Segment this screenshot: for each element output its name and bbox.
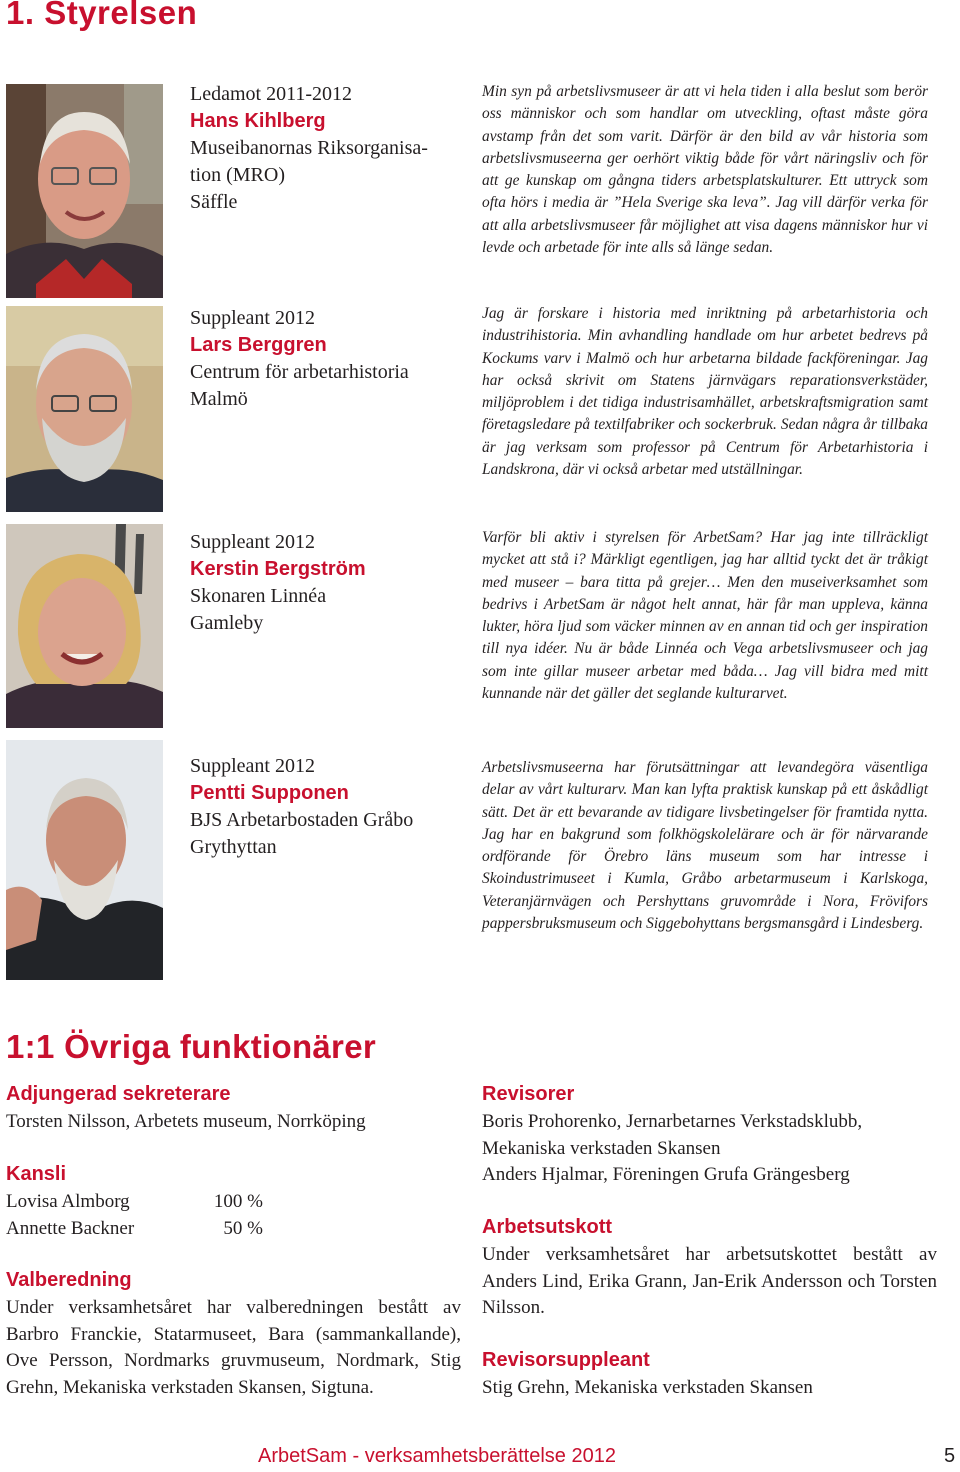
- member-org-line: tion (MRO): [190, 164, 285, 186]
- member-photo-pentti-supponen: [6, 740, 163, 980]
- member-photo-kerstin-bergstrom: [6, 524, 163, 728]
- section-title: 1:1 Övriga funktionärer: [6, 1028, 376, 1065]
- revisorsuppleant-text: Stig Grehn, Mekaniska verkstaden Skansen: [482, 1377, 813, 1398]
- member-name: Pentti Supponen: [190, 782, 349, 804]
- member-photo-lars-berggren: [6, 306, 163, 512]
- member-role: Suppleant 2012: [190, 307, 315, 329]
- member-place: Grythyttan: [190, 836, 277, 858]
- member-role: Suppleant 2012: [190, 755, 315, 777]
- member-name: Lars Berggren: [190, 334, 327, 356]
- revisorer-line: Anders Hjalmar, Föreningen Grufa Grängesberg: [482, 1164, 850, 1185]
- member-quote-kerstin-bergstrom: Varför bli aktiv i styrelsen för ArbetSam? Har jag inte tillräckligt mycket att stå i? Märkligt egentligen, jag har alltid tyckt det är tråkigt med museer – bara titta på grejer… Men den museiverksamhet som bedrivs i ArbetSam är något helt annat, här får man uppleva, känna lukter, höra ljud som väcker minnen av en annan tid och ger inspiration till nya idéer. Nu är både Linnéa och Vega arbetslivsmuseer och jag som inte gillar museer arbetar med båda… Jag vill bidra med mitt kunnande när det gäller det seglande kulturarvet.: [482, 529, 928, 703]
- valberedning-heading: Valberedning: [6, 1269, 132, 1291]
- member-quote-pentti-supponen: Arbetslivsmuseerna har förutsättningar att levandegöra väsentliga delar av vårt kulturarv. Man kan lyfta praktisk kunskap på ett åskådligt sätt. Det är ett bevarande av tidigare livsbetingelser för framtida nytta. Jag har en bakgrund som folkhögskolelärare och är för närvarande ordförande för Örebro läns museum som har intresse i Skoindustrimuseet i Kumla, Gråbo arbetarmuseum i Karlskoga, Veteranjärnvägen och Pershyttans gruvområde i Nora, Frövifors pappersbruksmuseum och Siggebohyttans bergsmansgård i Lindesberg.: [482, 759, 928, 933]
- kansli-row: [6, 1189, 306, 1216]
- revisorer-line: Boris Prohorenko, Jernarbetarnes Verkstadsklubb, Mekaniska verkstaden Skansen: [482, 1111, 863, 1159]
- arbetsutskott-text: Under verksamhetsåret har arbetsutskottet bestått av Anders Lind, Erika Grann, Jan-Erik Andersson och Torsten Nilsson.: [482, 1244, 937, 1318]
- member-role: Suppleant 2012: [190, 531, 315, 553]
- member-info-hans-kihlberg: [190, 81, 462, 216]
- member-info-lars-berggren: [190, 305, 462, 413]
- member-role: Ledamot 2011-2012: [190, 83, 353, 105]
- page-number: 5: [944, 1445, 956, 1467]
- arbetsutskott-heading: Arbetsutskott: [482, 1216, 613, 1238]
- member-name: Kerstin Bergström: [190, 558, 366, 580]
- kansli-list: [6, 1189, 306, 1242]
- adjungerad-text: Torsten Nilsson, Arbetets museum, Norrköping: [6, 1111, 366, 1132]
- page-footer: ArbetSam - verksamhetsberättelse 2012: [258, 1445, 616, 1467]
- kansli-name: Lovisa Almborg: [6, 1191, 130, 1212]
- page-title: 1. Styrelsen: [6, 0, 198, 31]
- member-org-line: Museibanornas Riksorganisa-: [190, 137, 428, 159]
- member-org-line: BJS Arbetarbostaden Gråbo: [190, 809, 414, 831]
- kansli-percent: 100 %: [213, 1191, 263, 1212]
- kansli-heading: Kansli: [6, 1163, 67, 1185]
- member-name: Hans Kihlberg: [190, 110, 326, 132]
- member-place: Säffle: [190, 191, 238, 213]
- member-quote-hans-kihlberg: Min syn på arbetslivsmuseer är att vi hela tiden i alla beslut som berör oss människor och som handlar om utveckling, oftast måste göra avstamp från det som varit. Därför är den bild av vår historia som arbetslivsmuseerna ger oerhört viktig både för vårt näringsliv och för att ge kunskap om gångna tiders arbetsplatskulturer. Ett uttryck som ofta hörs i media är ”Hela Sverige ska leva”. Jag vill därför verka för att alla arbetslivsmuseer får möjlighet att visa dagens människor hur vi levde och arbetade för inte alls så länge sedan.: [482, 83, 928, 257]
- kansli-name: Annette Backner: [6, 1217, 135, 1239]
- member-photo-hans-kihlberg: [6, 84, 163, 298]
- kansli-percent: 50 %: [223, 1217, 263, 1239]
- member-org-line: Skonaren Linnéa: [190, 585, 327, 607]
- member-info-pentti-supponen: [190, 753, 462, 861]
- member-org-line: Centrum för arbetarhistoria: [190, 361, 409, 383]
- valberedning-text: Under verksamhetsåret har valberedningen bestått av Barbro Franckie, Statarmuseet, Bara (sammankallande), Ove Persson, Nordmarks gruvmuseum, Nordmark, Stig Grehn, Mekaniska verkstaden Skansen, Sigtuna.: [6, 1297, 461, 1398]
- member-info-kerstin-bergstrom: [190, 529, 462, 637]
- revisorsuppleant-heading: Revisorsuppleant: [482, 1349, 650, 1371]
- member-place: Malmö: [190, 388, 248, 410]
- adjungerad-heading: Adjungerad sekreterare: [6, 1083, 231, 1105]
- member-quote-lars-berggren: Jag är forskare i historia med inriktning på arbetarhistoria och industrihistoria. Min avhandling handlade om hur arbetet bedrevs på Kockums varv i Malmö och hur arbetarna bildade fackföreningar. Jag har också skrivit om Statens järnvägars reparationsverkstäder, miljöproblem i det tidiga industrisamhället, arbetskraftsmigration samt företagsledare på textilfabriker och sockerbruk. Sedan några år tillbaka är jag verksam som professor på Centrum för Arbetarhistoria i Landskrona, där vi också arbetar med utställningar.: [482, 305, 928, 479]
- member-place: Gamleby: [190, 612, 264, 634]
- kansli-row: [6, 1216, 306, 1243]
- revisorer-heading: Revisorer: [482, 1083, 575, 1105]
